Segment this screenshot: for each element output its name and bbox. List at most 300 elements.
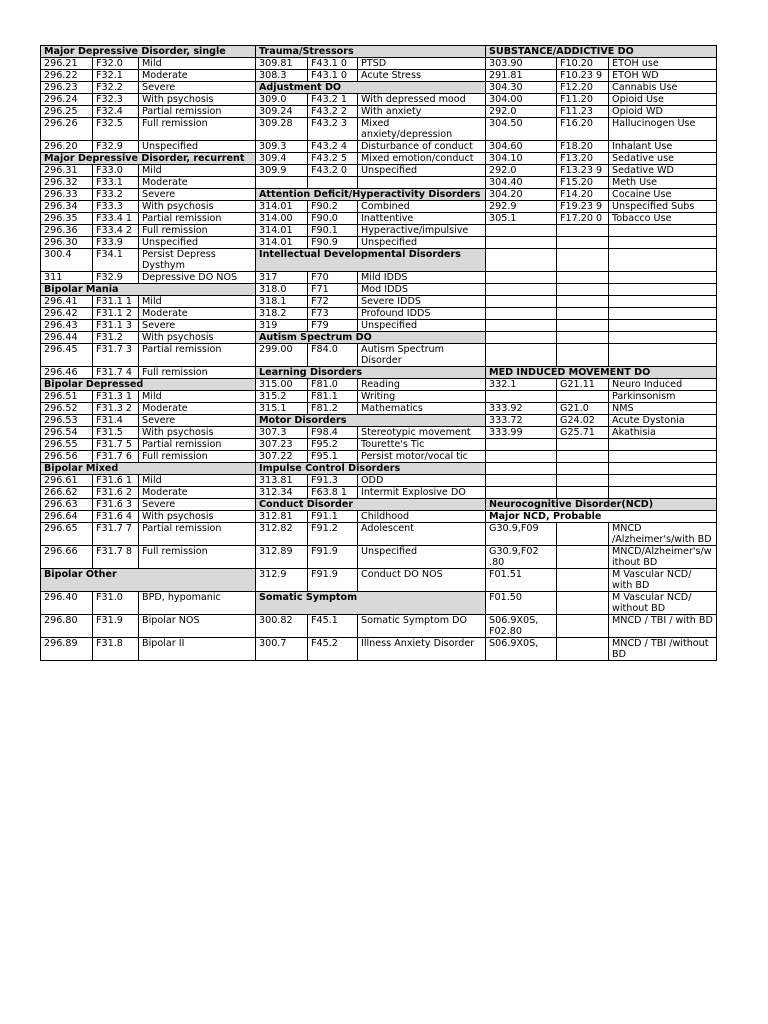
icd9-code-cell: 303.90 (486, 58, 557, 70)
icd10-code-cell (557, 249, 609, 272)
icd10-code-cell: F90.1 (308, 225, 358, 237)
table-row (41, 201, 717, 213)
icd10-code-cell: F31.7 8 (93, 546, 139, 569)
description-cell (609, 296, 717, 308)
description-cell: Severe (139, 82, 256, 94)
icd10-code-cell: F91.3 (308, 475, 358, 487)
icd10-code-cell: F79 (308, 320, 358, 332)
icd9-code-cell: G30.9,F09 (486, 523, 557, 546)
document-page (40, 45, 716, 661)
icd9-code-cell: 296.21 (41, 58, 93, 70)
icd10-code-cell: F31.7 6 (93, 451, 139, 463)
description-cell: Opioid WD (609, 106, 717, 118)
icd10-code-cell (557, 225, 609, 237)
icd10-code-cell: F43.2 3 (308, 118, 358, 141)
description-cell: Tourette's Tic (358, 439, 486, 451)
icd9-code-cell: 305.1 (486, 213, 557, 225)
icd10-code-cell: F33.9 (93, 237, 139, 249)
icd9-code-cell: 312.9 (256, 569, 308, 592)
description-cell: Childhood (358, 511, 486, 523)
icd10-code-cell: F90.0 (308, 213, 358, 225)
table-row (41, 320, 717, 332)
description-cell (609, 249, 717, 272)
icd10-code-cell (557, 546, 609, 569)
description-cell (609, 320, 717, 332)
icd10-code-cell: F33.4 2 (93, 225, 139, 237)
description-cell: Moderate (139, 403, 256, 415)
icd9-code-cell: 307.23 (256, 439, 308, 451)
icd10-code-cell: G24.02 (557, 415, 609, 427)
icd9-code-cell: 296.23 (41, 82, 93, 94)
icd10-code-cell: G25.71 (557, 427, 609, 439)
icd10-code-cell: F84.0 (308, 344, 358, 367)
description-cell: BPD, hypomanic (139, 592, 256, 615)
icd9-code-cell: 312.34 (256, 487, 308, 499)
icd10-code-cell: F31.5 (93, 427, 139, 439)
icd9-code-cell (486, 475, 557, 487)
icd10-code-cell: F45.1 (308, 615, 358, 638)
icd9-code-cell: 333.99 (486, 427, 557, 439)
icd10-code-cell: F32.0 (93, 58, 139, 70)
icd9-code-cell (486, 249, 557, 272)
icd10-code-cell (557, 638, 609, 661)
icd9-code-cell: 312.82 (256, 523, 308, 546)
description-cell: With psychosis (139, 201, 256, 213)
description-cell (609, 487, 717, 499)
description-cell: Severe (139, 499, 256, 511)
icd9-code-cell: 296.25 (41, 106, 93, 118)
icd9-code-cell: 296.22 (41, 70, 93, 82)
description-cell: Full remission (139, 451, 256, 463)
icd9-code-cell: 296.89 (41, 638, 93, 661)
icd10-code-cell (557, 487, 609, 499)
description-cell: Full remission (139, 367, 256, 379)
table-row (41, 475, 717, 487)
icd9-code-cell: 312.81 (256, 511, 308, 523)
icd10-code-cell: F95.2 (308, 439, 358, 451)
icd9-code-cell (486, 308, 557, 320)
icd10-code-cell: F31.7 5 (93, 439, 139, 451)
description-cell (609, 475, 717, 487)
description-cell: Severe (139, 189, 256, 201)
description-cell: Mild (139, 475, 256, 487)
table-row (41, 249, 717, 272)
icd10-code-cell (308, 177, 358, 189)
icd9-code-cell: G30.9,F02 .80 (486, 546, 557, 569)
icd9-code-cell: 266.62 (41, 487, 93, 499)
section-header: Neurocognitive Disorder(NCD) (486, 499, 717, 511)
icd9-code-cell: 309.0 (256, 94, 308, 106)
icd9-code-cell (256, 177, 308, 189)
icd9-code-cell: 296.41 (41, 296, 93, 308)
table-row (41, 296, 717, 308)
icd10-code-cell: G21.11 (557, 379, 609, 391)
icd10-code-cell: F32.4 (93, 106, 139, 118)
description-cell: Neuro Induced (609, 379, 717, 391)
description-cell: Inhalant Use (609, 141, 717, 153)
icd9-code-cell: 309.3 (256, 141, 308, 153)
description-cell: Partial remission (139, 439, 256, 451)
description-cell: Unspecified (358, 165, 486, 177)
description-cell: Inattentive (358, 213, 486, 225)
section-header: Somatic Symptom (256, 592, 486, 615)
icd10-code-cell: F11.20 (557, 94, 609, 106)
icd10-code-cell: F31.0 (93, 592, 139, 615)
icd10-code-cell: F19.23 9 (557, 201, 609, 213)
description-cell: Mild IDDS (358, 272, 486, 284)
icd9-code-cell: 296.56 (41, 451, 93, 463)
icd9-code-cell: 314.01 (256, 237, 308, 249)
table-row (41, 177, 717, 189)
table-row (41, 592, 717, 615)
table-row (41, 165, 717, 177)
icd10-code-cell: F31.7 7 (93, 523, 139, 546)
icd9-code-cell: 332.1 (486, 379, 557, 391)
icd10-code-cell: F32.9 (93, 141, 139, 153)
icd9-code-cell: 314.01 (256, 225, 308, 237)
table-row (41, 403, 717, 415)
description-cell: Disturbance of conduct (358, 141, 486, 153)
description-cell: Hyperactive/impulsive (358, 225, 486, 237)
icd9-code-cell: 309.24 (256, 106, 308, 118)
section-header: Bipolar Mania (41, 284, 256, 296)
description-cell: Persist Depress Dysthym (139, 249, 256, 272)
description-cell: Parkinsonism (609, 391, 717, 403)
icd9-code-cell: 296.31 (41, 165, 93, 177)
icd10-code-cell: F43.2 5 (308, 153, 358, 165)
description-cell: Partial remission (139, 344, 256, 367)
icd9-code-cell: 304.00 (486, 94, 557, 106)
icd9-code-cell: 315.1 (256, 403, 308, 415)
description-cell: Cannabis Use (609, 82, 717, 94)
description-cell: ETOH use (609, 58, 717, 70)
table-row (41, 284, 717, 296)
section-header: Learning Disorders (256, 367, 486, 379)
description-cell: Full remission (139, 118, 256, 141)
icd10-code-cell: F18.20 (557, 141, 609, 153)
icd10-code-cell: F16.20 (557, 118, 609, 141)
icd9-code-cell: 300.4 (41, 249, 93, 272)
icd9-code-cell: 333.92 (486, 403, 557, 415)
description-cell: ODD (358, 475, 486, 487)
icd10-code-cell: F43.1 0 (308, 70, 358, 82)
icd9-code-cell: 292.0 (486, 165, 557, 177)
icd10-code-cell: G21.0 (557, 403, 609, 415)
icd10-code-cell: F31.8 (93, 638, 139, 661)
icd10-code-cell: F98.4 (308, 427, 358, 439)
description-cell: Unspecified (358, 320, 486, 332)
description-cell (358, 177, 486, 189)
description-cell: Acute Dystonia (609, 415, 717, 427)
description-cell: Severe (139, 320, 256, 332)
table-row (41, 511, 717, 523)
description-cell: Cocaine Use (609, 189, 717, 201)
icd9-code-cell: 296.61 (41, 475, 93, 487)
icd9-code-cell: 296.20 (41, 141, 93, 153)
table-row (41, 638, 717, 661)
icd9-code-cell: 313.81 (256, 475, 308, 487)
description-cell: With anxiety (358, 106, 486, 118)
description-cell: Moderate (139, 308, 256, 320)
section-header: Trauma/Stressors (256, 46, 486, 58)
icd9-code-cell: 309.81 (256, 58, 308, 70)
table-row (41, 58, 717, 70)
description-cell: M Vascular NCD/ with BD (609, 569, 717, 592)
icd9-code-cell: 300.7 (256, 638, 308, 661)
icd10-code-cell: F70 (308, 272, 358, 284)
icd9-code-cell: 309.9 (256, 165, 308, 177)
icd9-code-cell: 296.44 (41, 332, 93, 344)
icd10-code-cell (557, 569, 609, 592)
icd10-code-cell: F91.9 (308, 546, 358, 569)
icd9-code-cell: 333.72 (486, 415, 557, 427)
icd9-code-cell (486, 487, 557, 499)
icd9-code-cell: 296.26 (41, 118, 93, 141)
icd9-code-cell: 296.45 (41, 344, 93, 367)
icd10-code-cell: F43.1 0 (308, 58, 358, 70)
icd10-code-cell: F33.1 (93, 177, 139, 189)
description-cell (609, 332, 717, 344)
description-cell (609, 344, 717, 367)
icd10-code-cell (557, 272, 609, 284)
icd9-code-cell (486, 272, 557, 284)
description-cell: Partial remission (139, 106, 256, 118)
table-row (41, 451, 717, 463)
icd10-code-cell (557, 284, 609, 296)
description-cell: Tobacco Use (609, 213, 717, 225)
table-row (41, 82, 717, 94)
icd10-code-cell: F90.2 (308, 201, 358, 213)
table-row (41, 70, 717, 82)
table-row (41, 272, 717, 284)
table-row (41, 427, 717, 439)
table-row (41, 141, 717, 153)
icd9-code-cell: 296.64 (41, 511, 93, 523)
icd9-code-cell: 309.4 (256, 153, 308, 165)
icd10-code-cell: F31.6 2 (93, 487, 139, 499)
icd9-code-cell (486, 463, 557, 475)
table-row (41, 332, 717, 344)
description-cell: Unspecified (139, 237, 256, 249)
icd9-code-cell (486, 391, 557, 403)
description-cell (609, 284, 717, 296)
description-cell: Unspecified (358, 546, 486, 569)
icd9-code-cell (486, 451, 557, 463)
description-cell: MNCD /Alzheimer's/with BD (609, 523, 717, 546)
description-cell: Severe IDDS (358, 296, 486, 308)
description-cell (609, 272, 717, 284)
icd9-code-cell (486, 296, 557, 308)
description-cell: Akathisia (609, 427, 717, 439)
table-row (41, 439, 717, 451)
diagnosis-code-table (40, 45, 717, 661)
description-cell: Opioid Use (609, 94, 717, 106)
icd10-code-cell (557, 523, 609, 546)
icd10-code-cell (557, 332, 609, 344)
icd10-code-cell: F73 (308, 308, 358, 320)
icd10-code-cell: F31.3 1 (93, 391, 139, 403)
icd9-code-cell: F01.51 (486, 569, 557, 592)
icd10-code-cell: F31.1 1 (93, 296, 139, 308)
icd10-code-cell: F31.4 (93, 415, 139, 427)
icd10-code-cell: F31.7 3 (93, 344, 139, 367)
icd9-code-cell: 299.00 (256, 344, 308, 367)
description-cell: Autism Spectrum Disorder (358, 344, 486, 367)
icd9-code-cell (486, 332, 557, 344)
description-cell: Moderate (139, 70, 256, 82)
description-cell: Moderate (139, 487, 256, 499)
icd9-code-cell: 296.51 (41, 391, 93, 403)
icd10-code-cell: F72 (308, 296, 358, 308)
description-cell: Hallucinogen Use (609, 118, 717, 141)
description-cell: MNCD/Alzheimer's/without BD (609, 546, 717, 569)
table-row (41, 94, 717, 106)
icd10-code-cell: F91.9 (308, 569, 358, 592)
icd10-code-cell (557, 463, 609, 475)
description-cell: Mild (139, 296, 256, 308)
icd10-code-cell: F91.1 (308, 511, 358, 523)
icd10-code-cell: F32.2 (93, 82, 139, 94)
icd9-code-cell: 296.46 (41, 367, 93, 379)
icd10-code-cell: F33.4 1 (93, 213, 139, 225)
icd9-code-cell (486, 284, 557, 296)
section-header: Motor Disorders (256, 415, 486, 427)
description-cell: Acute Stress (358, 70, 486, 82)
description-cell: Mathematics (358, 403, 486, 415)
icd10-code-cell: F13.23 9 (557, 165, 609, 177)
subsection-header: Major NCD, Probable (486, 511, 717, 523)
description-cell: Mild (139, 165, 256, 177)
icd9-code-cell: 304.40 (486, 177, 557, 189)
icd9-code-cell: 291.81 (486, 70, 557, 82)
icd9-code-cell: 318.2 (256, 308, 308, 320)
table-row (41, 344, 717, 367)
icd9-code-cell: 296.54 (41, 427, 93, 439)
icd9-code-cell: 318.1 (256, 296, 308, 308)
icd9-code-cell: 315.00 (256, 379, 308, 391)
icd10-code-cell (557, 439, 609, 451)
icd9-code-cell: 307.22 (256, 451, 308, 463)
description-cell: Writing (358, 391, 486, 403)
description-cell: Mixed emotion/conduct (358, 153, 486, 165)
table-body (41, 46, 717, 661)
description-cell: M Vascular NCD/ without BD (609, 592, 717, 615)
table-row (41, 367, 717, 379)
description-cell: Depressive DO NOS (139, 272, 256, 284)
description-cell: With depressed mood (358, 94, 486, 106)
icd10-code-cell (557, 320, 609, 332)
icd9-code-cell: 318.0 (256, 284, 308, 296)
icd9-code-cell: S06.9X0S, F02.80 (486, 615, 557, 638)
icd10-code-cell (557, 296, 609, 308)
icd9-code-cell: 304.30 (486, 82, 557, 94)
section-header: SUBSTANCE/ADDICTIVE DO (486, 46, 717, 58)
table-row (41, 569, 717, 592)
icd10-code-cell: F81.0 (308, 379, 358, 391)
icd10-code-cell: F43.2 2 (308, 106, 358, 118)
icd10-code-cell (557, 237, 609, 249)
description-cell: Full remission (139, 546, 256, 569)
description-cell: ETOH WD (609, 70, 717, 82)
icd9-code-cell: 292.0 (486, 106, 557, 118)
description-cell: Mild (139, 391, 256, 403)
icd10-code-cell: F31.1 3 (93, 320, 139, 332)
icd9-code-cell (486, 439, 557, 451)
icd9-code-cell: 315.2 (256, 391, 308, 403)
table-row (41, 546, 717, 569)
description-cell: Mild (139, 58, 256, 70)
icd10-code-cell: F90.9 (308, 237, 358, 249)
icd9-code-cell: 314.00 (256, 213, 308, 225)
icd9-code-cell: 296.24 (41, 94, 93, 106)
description-cell: Moderate (139, 177, 256, 189)
icd9-code-cell: 296.65 (41, 523, 93, 546)
section-header: Major Depressive Disorder, single (41, 46, 256, 58)
icd10-code-cell: F63.8 1 (308, 487, 358, 499)
table-row (41, 225, 717, 237)
icd9-code-cell: 296.66 (41, 546, 93, 569)
table-row (41, 615, 717, 638)
icd10-code-cell: F81.2 (308, 403, 358, 415)
icd10-code-cell: F31.6 3 (93, 499, 139, 511)
table-row (41, 499, 717, 511)
icd9-code-cell: 304.60 (486, 141, 557, 153)
description-cell: Illness Anxiety Disorder (358, 638, 486, 661)
description-cell: Partial remission (139, 523, 256, 546)
icd10-code-cell: F10.20 (557, 58, 609, 70)
icd9-code-cell: 296.32 (41, 177, 93, 189)
icd9-code-cell: 296.33 (41, 189, 93, 201)
icd10-code-cell: F33.3 (93, 201, 139, 213)
description-cell: Reading (358, 379, 486, 391)
table-row (41, 463, 717, 475)
icd10-code-cell: F31.6 1 (93, 475, 139, 487)
icd9-code-cell (486, 344, 557, 367)
description-cell: Bipolar II (139, 638, 256, 661)
icd9-code-cell: 296.55 (41, 439, 93, 451)
icd9-code-cell: S06.9X0S, (486, 638, 557, 661)
icd10-code-cell: F17.20 0 (557, 213, 609, 225)
description-cell: Unspecified (139, 141, 256, 153)
icd10-code-cell: F43.2 1 (308, 94, 358, 106)
table-row (41, 213, 717, 225)
icd9-code-cell: 319 (256, 320, 308, 332)
description-cell: With psychosis (139, 511, 256, 523)
description-cell (609, 308, 717, 320)
icd9-code-cell (486, 320, 557, 332)
icd10-code-cell (557, 592, 609, 615)
table-row (41, 523, 717, 546)
icd9-code-cell: 304.50 (486, 118, 557, 141)
icd10-code-cell (557, 344, 609, 367)
icd10-code-cell: F32.3 (93, 94, 139, 106)
description-cell: Mod IDDS (358, 284, 486, 296)
icd10-code-cell: F43.2 0 (308, 165, 358, 177)
icd9-code-cell: F01.50 (486, 592, 557, 615)
icd10-code-cell: F91.2 (308, 523, 358, 546)
icd10-code-cell: F14.20 (557, 189, 609, 201)
icd10-code-cell: F71 (308, 284, 358, 296)
section-header: Attention Deficit/Hyperactivity Disorders (256, 189, 486, 201)
description-cell: Unspecified Subs (609, 201, 717, 213)
description-cell: With psychosis (139, 332, 256, 344)
icd9-code-cell: 317 (256, 272, 308, 284)
icd9-code-cell: 292.9 (486, 201, 557, 213)
description-cell: MNCD / TBI /without BD (609, 638, 717, 661)
description-cell: Adolescent (358, 523, 486, 546)
section-header: Major Depressive Disorder, recurrent (41, 153, 256, 165)
icd9-code-cell: 296.40 (41, 592, 93, 615)
